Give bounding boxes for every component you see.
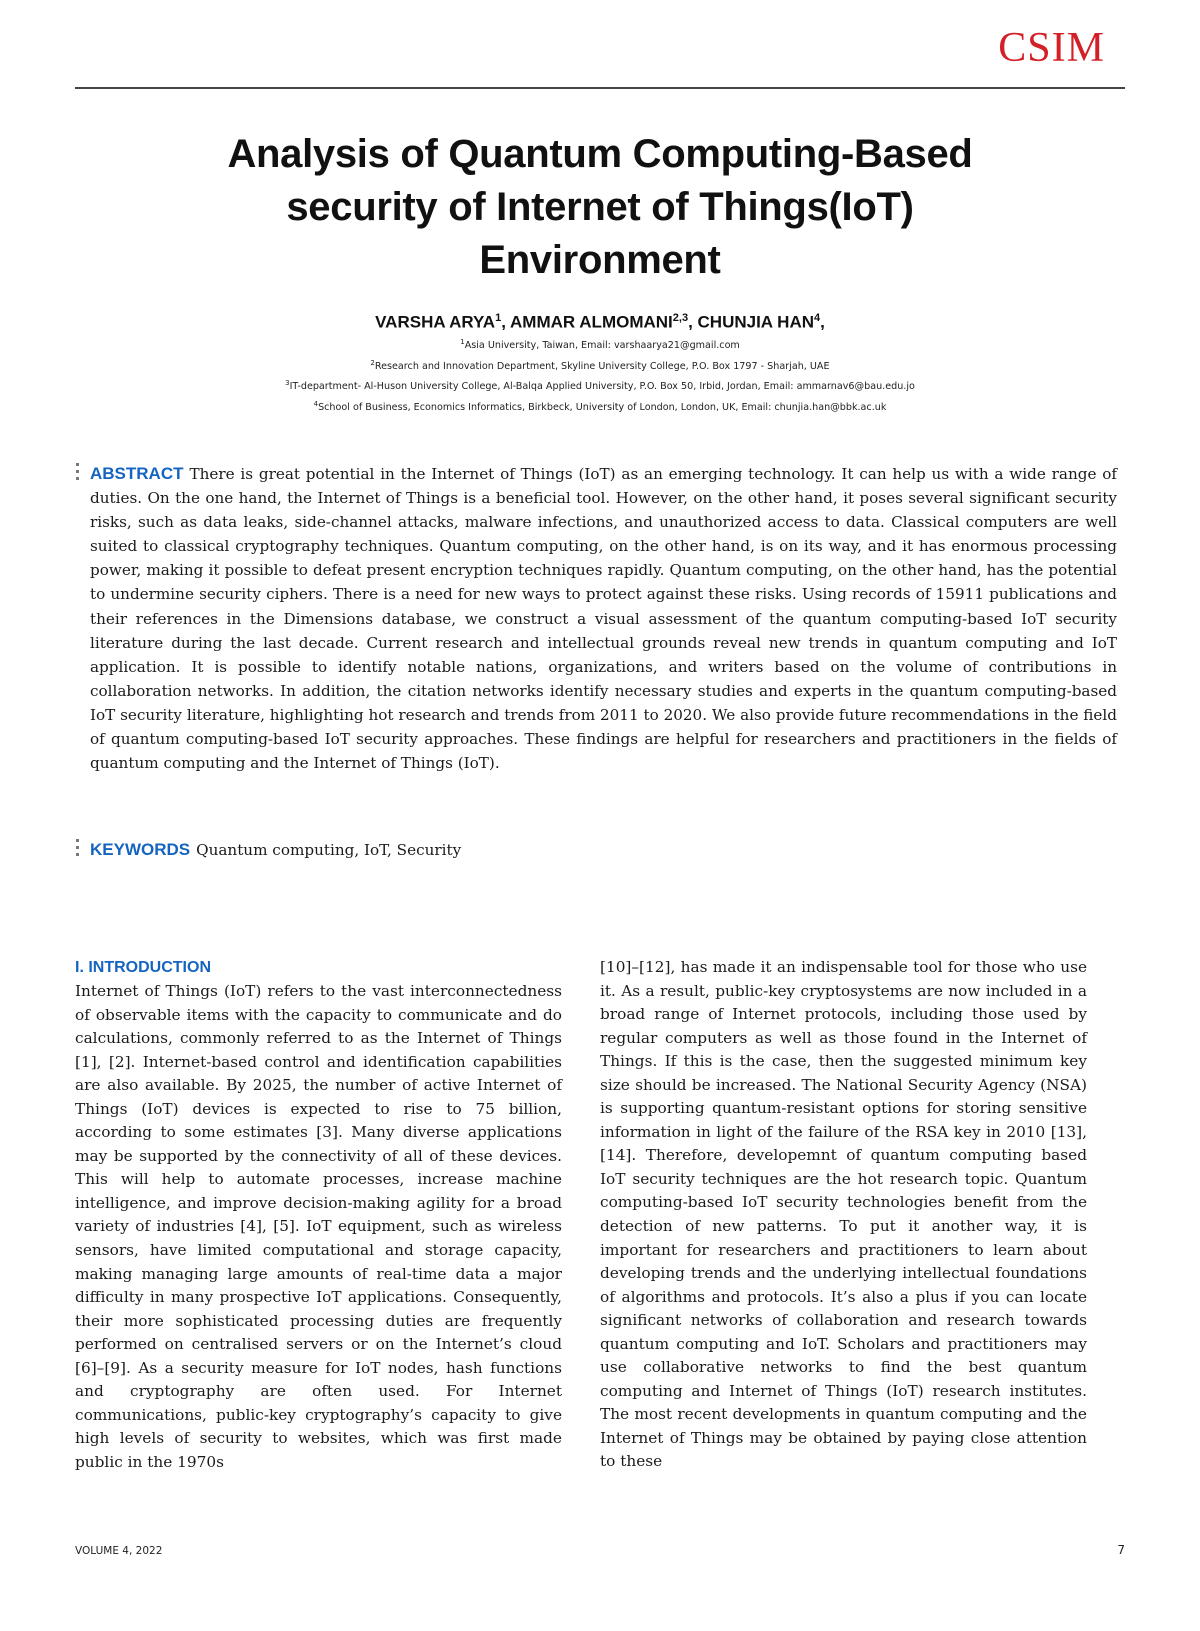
intro-paragraph-left: Internet of Things (IoT) refers to the vast interconnectedness of observable items with the capacity to communicate and do calculations, commonly referred to as the Internet of Things [1], [2]. Internet-based control and identification capabilities are also available. By 2025, the number of active Internet of Things (IoT) devices is expected to rise to 75 billion, according to some estimates [3]. Many diverse applications may be supported by the connectivity of all of these devices. This will help to automate processes, increase machine intelligence, and improve decision-making agility for a broad variety of industries [4], [5]. IoT equipment, such as wireless sensors, have limited computational and storage capacity, making managing large amounts of real-time data a major difficulty in many prospective IoT applications. Consequently, their more sophisticated processing duties are frequently performed on centralised servers or on the Internet’s cloud [6]–[9]. As a security measure for IoT nodes, hash functions and cryptography are often used. For Internet communications, public-key cryptography’s capacity to give high levels of security to websites, which was first made public in the 1970s <box>75 982 562 1471</box>
title-line: Analysis of Quantum Computing-Based <box>227 132 973 176</box>
footer-page-number: 7 <box>1117 1543 1125 1557</box>
author-name: VARSHA ARYA <box>375 312 496 332</box>
abstract <box>90 462 1117 775</box>
footer-volume: VOLUME 4, 2022 <box>75 1545 163 1557</box>
affiliation-sup: 4 <box>313 400 319 409</box>
author-sep: , <box>688 312 698 332</box>
journal-logo: CSIM <box>998 25 1105 71</box>
affiliation <box>75 334 1125 355</box>
section-heading: I. INTRODUCTION <box>75 959 211 976</box>
affiliation <box>75 355 1125 376</box>
affiliation-sup: 2 <box>370 358 375 367</box>
affiliation <box>75 396 1125 417</box>
keywords-label: KEYWORDS <box>90 840 191 859</box>
right-column <box>600 956 1087 1474</box>
paper-title <box>75 128 1125 287</box>
author-name: CHUNJIA HAN <box>697 312 815 332</box>
title-line: Environment <box>479 238 721 282</box>
affiliation <box>75 375 1125 396</box>
affiliation-text: Research and Innovation Department, Skyline University College, P.O. Box 1797 - Sharjah, UAE <box>374 360 830 372</box>
keywords-text: Quantum computing, IoT, Security <box>196 841 462 859</box>
affiliation-text: IT-department- Al-Huson University College, Al-Balqa Applied University, P.O. Box 50, Irbid, Jordan, Email: ammarnav6@bau.edu.jo <box>289 381 915 393</box>
author-name: AMMAR ALMOMANI <box>510 312 673 332</box>
intro-paragraph-right: [10]–[12], has made it an indispensable tool for those who use it. As a result, public-key cryptosystems are now included in a broad range of Internet protocols, including those used by regular computers as well as those found in the Internet of Things. If this is the case, then the suggested minimum key size should be increased. The National Security Agency (NSA) is supporting quantum-resistant options for storing sensitive information in light of the failure of the RSA key in 2010 [13], [14]. Therefore, developemnt of quantum computing based IoT security techniques are the hot research topic. Quantum computing-based IoT security technologies benefit from the detection of new patterns. To put it another way, it is important for researchers and practitioners to learn about developing trends and the underlying intellectual foundations of algorithms and protocols. It’s also a plus if you can locate significant networks of collaboration and research towards quantum computing and IoT. Scholars and practitioners may use collaborative networks to find the best quantum computing and Internet of Things (IoT) research institutes. The most recent developments in quantum computing and the Internet of Things may be obtained by paying close attention to these <box>600 958 1087 1471</box>
affiliation-sup: 1 <box>460 338 465 346</box>
author-list <box>75 312 1125 333</box>
keywords-marker <box>76 839 80 860</box>
author-sep: , <box>501 312 511 332</box>
affiliation-sup: 3 <box>285 379 290 388</box>
author-end: , <box>820 312 825 332</box>
author-sup: 4 <box>814 312 821 324</box>
header-rule <box>75 87 1125 89</box>
author-sup: 2,3 <box>672 312 689 324</box>
abstract-text: There is great potential in the Internet of Things (IoT) as an emerging technology. It can help us with a wide range of duties. On the one hand, the Internet of Things is a beneficial tool. However, on the other hand, it poses several significant security risks, such as data leaks, side-channel attacks, malware infections, and unauthorized access to data. Classical computers are well suited to classical cryptography techniques. Quantum computing, on the other hand, is on its way, and it has enormous processing power, making it possible to defeat present encryption techniques rapidly. Quantum computing, on the other hand, has the potential to undermine security ciphers. There is a need for new ways to protect against these risks. Using records of 15911 publications and their references in the Dimensions database, we construct a visual assessment of the quantum computing-based IoT security literature during the last decade. Current research and intellectual grounds reveal new trends in quantum computing and IoT application. It is possible to identify notable nations, organizations, and writers based on the volume of contributions in collaboration networks. In addition, the citation networks identify necessary studies and experts in the quantum computing-based IoT security literature, highlighting hot research and trends from 2011 to 2020. We also provide future recommendations in the field of quantum computing-based IoT security approaches. These findings are helpful for researchers and practitioners in the fields of quantum computing and the Internet of Things (IoT). <box>90 465 1117 773</box>
author-sup: 1 <box>495 312 502 324</box>
abstract-label: ABSTRACT <box>90 464 184 483</box>
affiliation-text: Asia University, Taiwan, Email: varshaarya21@gmail.com <box>464 340 740 352</box>
left-column <box>75 956 562 1474</box>
affiliations <box>75 334 1125 417</box>
keywords <box>90 838 1117 862</box>
title-line: security of Internet of Things(IoT) <box>286 185 914 229</box>
affiliation-text: School of Business, Economics Informatics, Birkbeck, University of London, London, UK, Email: chunjia.han@bbk.ac.uk <box>318 402 887 414</box>
abstract-marker <box>76 463 80 484</box>
